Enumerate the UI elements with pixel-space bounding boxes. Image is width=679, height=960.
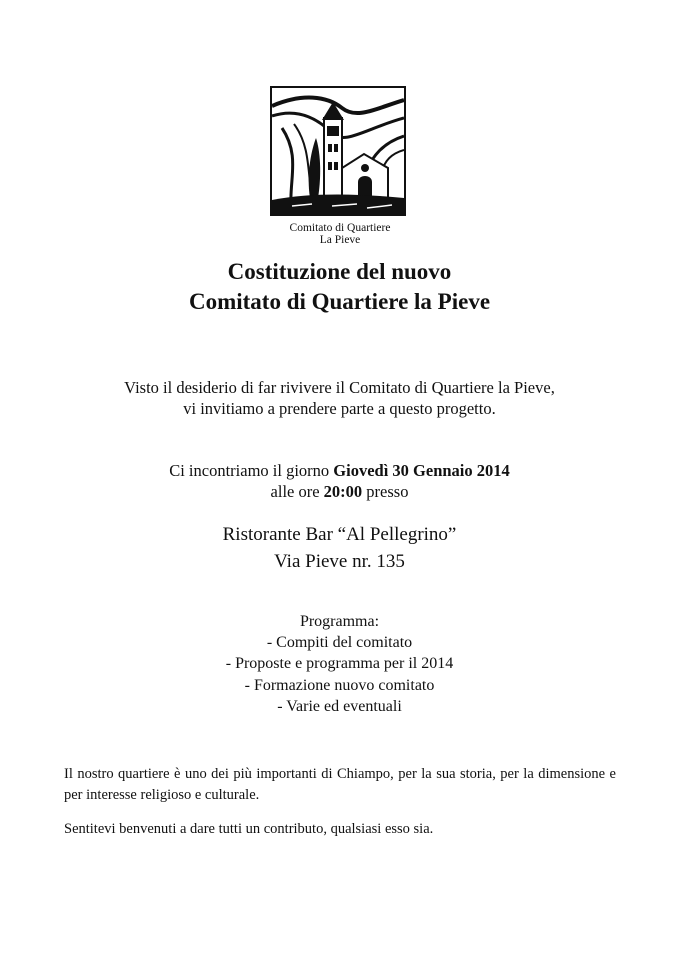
closing-paragraph: Il nostro quartiere è uno dei più importanti di Chiampo, per la sua storia, per la dimensione e per interesse religioso e culturale. bbox=[64, 766, 616, 803]
venue-name: Ristorante Bar “Al Pellegrino” bbox=[222, 524, 457, 545]
meeting-date: Giovedì 30 Gennaio 2014 bbox=[333, 461, 510, 480]
logo-caption-line2: La Pieve bbox=[319, 234, 361, 246]
page-title-line2: Comitato di Quartiere la Pieve bbox=[188, 289, 491, 314]
meeting-time-suffix: presso bbox=[362, 482, 409, 501]
logo-caption-line1: Comitato di Quartiere bbox=[289, 222, 391, 234]
welcome-paragraph: Sentitevi benvenuti a dare tutti un contributo, qualsiasi esso sia. bbox=[64, 821, 434, 837]
church-bell-tower-logo bbox=[270, 86, 406, 216]
program-item: - Compiti del comitato bbox=[266, 634, 413, 651]
meeting-date-prefix: Ci incontriamo il giorno bbox=[169, 461, 334, 480]
venue-address: Via Pieve nr. 135 bbox=[274, 551, 405, 572]
meeting-time: 20:00 bbox=[323, 482, 363, 501]
program-heading: Programma: bbox=[299, 613, 380, 630]
intro-line1: Visto il desiderio di far rivivere il Comitato di Quartiere la Pieve, bbox=[124, 378, 555, 397]
program-item: - Formazione nuovo comitato bbox=[244, 677, 435, 694]
program-item: - Proposte e programma per il 2014 bbox=[225, 655, 454, 672]
page-title-line1: Costituzione del nuovo bbox=[227, 259, 452, 284]
meeting-time-line bbox=[0, 481, 679, 502]
meeting-date-line bbox=[0, 460, 679, 481]
meeting-time-prefix: alle ore bbox=[270, 482, 324, 501]
program-item: - Varie ed eventuali bbox=[277, 698, 402, 715]
intro-line2: vi invitiamo a prendere parte a questo progetto. bbox=[183, 399, 496, 418]
